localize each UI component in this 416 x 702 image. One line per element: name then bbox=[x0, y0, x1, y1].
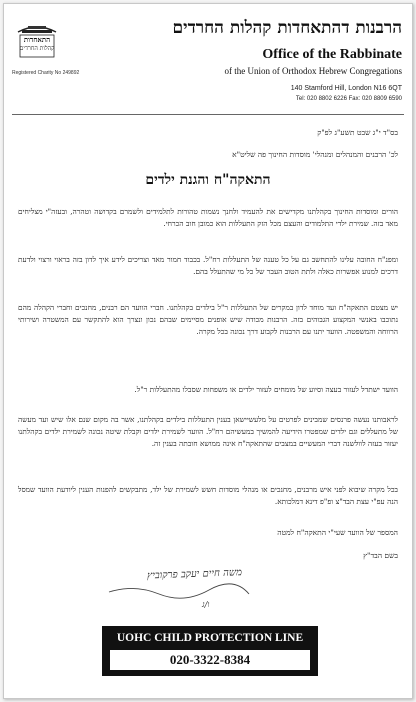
contact-line: Tel: 020 8802 6226 Fax: 020 8809 6590 bbox=[295, 96, 402, 102]
hotline-box bbox=[102, 626, 318, 676]
hotline-title: UOHC CHILD PROTECTION LINE bbox=[116, 632, 304, 644]
letter-page bbox=[3, 3, 413, 699]
logo-text-bottom: קהלות החרדים bbox=[19, 45, 55, 52]
hebrew-title: הרבנות דהתאחדות קהלות החרדים bbox=[172, 18, 402, 38]
registered-charity: Registered Charity No 249892 bbox=[12, 70, 80, 76]
signature-date: ו/ג bbox=[202, 600, 210, 609]
address: 140 Stamford Hill, London N16 6QT bbox=[290, 85, 402, 92]
logo-text-top: התאחדות bbox=[23, 35, 51, 44]
hotline-number: 020-3322-8384 bbox=[169, 652, 251, 667]
date-line: בס"ד י"ג שבט תשע"ג לפ"ק bbox=[317, 128, 398, 137]
paragraph: הורים ומוסדות החינוך בקהלתנו מקדישים את להעמיד ולחנך נשמות טהורות לתלמידים ולשמרם בקדושה וטהרה, ובעזה"י מצליחים מאד בזה. שמירת ילדי התלמודים והעצם מכל הזק התעללות הוא כמובן חוב הכרחי. bbox=[18, 207, 398, 228]
closing-line: המספר של הוועד שעי"י התאקה"ח למטה bbox=[277, 528, 398, 537]
paragraph: ומפנ"ח החובה עלינו להתחשב גם על כל טענה של התעללות רח"ל. בכבוד חמור מאד וצריכים לידע איך לדון בזה בראוי ורצוי ולדעת דרכים למנוע אפשרות כאלה ולתת הטוב העבר של כל מי שהתעלל בהם. bbox=[18, 255, 398, 276]
paragraph: יש מצטם התאקה"ח ועד מוחד לדון במקרים של התעללות ר"ל בילדים בקהלתנו. חברי הוועד הם רבנים, מחנכים וחברי הקהלה מהם נתוכבו באנשי המקצוע הגבוהים בזה. הרבנות מכודה שיש אופנים מסיימים שבהם נכון ונצרך הוא להתקשר עם המשטרה ושירותי הרווחה והמשפטה. הוועד יתנו עם הרבנות לקבוע דרך נכונה בכל מקרה. bbox=[18, 303, 398, 336]
header-divider bbox=[12, 114, 404, 115]
letter-heading: התאקה"ח והגנת ילדים bbox=[145, 172, 271, 188]
paragraph: בכל מקרה שיבוא לפני איש מרבנים, מחנכים או מנהלי מוסדות חשש לשמירת של ילד, מתבקשים להפנות הענין ליודעת הוועד שמסל הנה עפ"י עצת הבד"צ ופ"פ דינא דמלכותא. bbox=[18, 485, 398, 506]
english-title: Office of the Rabbinate bbox=[262, 47, 402, 62]
paragraph: הוועד ישתדל לעזור בעצה וסיוע של מומחים לעזור ילדים או משפחות שסבלו מהתעללות ר"ל. bbox=[134, 385, 398, 394]
english-subtitle: of the Union of Orthodox Hebrew Congregations bbox=[224, 66, 402, 76]
closing-signoff: בשם הבד"ץ bbox=[363, 551, 398, 560]
signature: משה חיים יעקב פרקוביץ bbox=[146, 567, 243, 582]
paragraph: לראבותנו נעשה פרנסים שמבינים לפרטים על מלעשיישאן בענין התעללות בילדים בקהלתנו, אשר בה מקום שנם אלו שיש ועד מעשה של מתעללים וגם ילדים שמפטרו הידיעה להמשיך במעשיהם רח"ל. הוועד לשמירת ילדים וקבלת שיטה נכונה לשמירת ילדים בקהלתנו יעזור בעזה לוולשנה דברי המעשיים במצבים שהתאקה"ח אינה ממושא חובתה בענין זה. bbox=[18, 415, 398, 448]
addressee: לכ' הרבנים והמנהלים ומנהלי' מוסדות החינוך פה שליט"א bbox=[232, 150, 398, 159]
signature-flourish bbox=[104, 582, 254, 602]
